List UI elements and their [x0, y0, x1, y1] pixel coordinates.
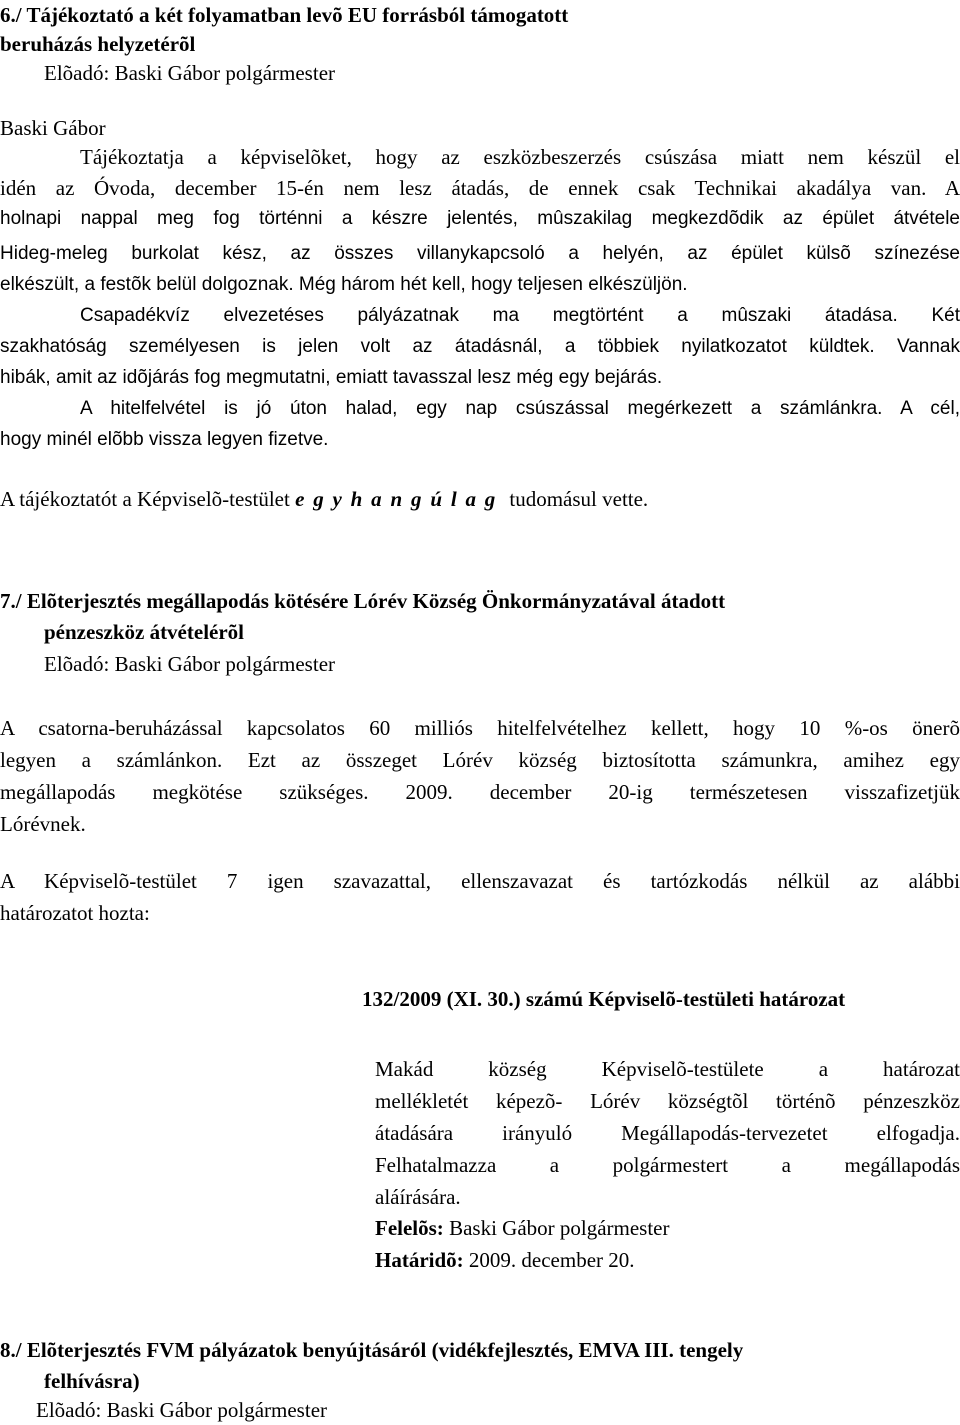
item7-body-line-1: A csatorna-beruházással kapcsolatos 60 milliós hitelfelvételhez kellett, hogy 10 %-os önerõ — [0, 716, 960, 740]
item6-body-line-5: elkészült, a festõk belül dolgoznak. Még három hét kell, hogy teljesen elkészüljön. — [0, 274, 688, 295]
item7-body-line-3: megállapodás megkötése szükséges. 2009. december 20-ig természetesen visszafizetjük — [0, 780, 960, 804]
deadline-label: Határidõ: — [375, 1248, 464, 1272]
item6-speaker: Baski Gábor — [0, 116, 106, 140]
item7-vote-line-2: határozatot hozta: — [0, 901, 150, 925]
item6-body-line-3: holnapi nappal meg fog történni a készre jelentés, mûszakilag megkezdõdik az épület átvétele — [0, 208, 960, 229]
item6-heading-line2: beruházás helyzetérõl — [0, 32, 196, 56]
item8-presenter: Elõadó: Baski Gábor polgármester — [36, 1398, 328, 1422]
item6-body-line-6: Csapadékvíz elvezetéses pályázatnak ma megtörtént a mûszaki átadása. Két — [80, 305, 960, 326]
item7-vote-line-1: A Képviselõ-testület 7 igen szavazattal, ellenszavazat és tartózkodás nélkül az alábbi — [0, 869, 960, 893]
deadline-value: 2009. december 20. — [468, 1248, 635, 1272]
responsible-value: Baski Gábor polgármester — [449, 1216, 670, 1240]
conclusion-emphasis: egyhangúlag — [295, 487, 505, 511]
resolution-line-2: mellékletét képezõ- Lórév községtõl történõ pénzeszköz — [375, 1089, 960, 1113]
item6-body-line-7: szakhatóság személyesen is jelen volt az átadásnál, a többiek nyilatkozatot küldtek. Vannak — [0, 336, 960, 357]
item6-body-line-1: Tájékoztatja a képviselõket, hogy az eszközbeszerzés csúszása miatt nem készül el — [80, 145, 960, 169]
item7-heading-line1: 7./ Elõterjesztés megállapodás kötésére Lórév Község Önkormányzatával átadott — [0, 589, 726, 613]
resolution-responsible — [375, 1213, 670, 1243]
item6-heading-line1: 6./ Tájékoztató a két folyamatban levõ EU forrásból támogatott — [0, 3, 569, 27]
item7-heading-line2: pénzeszköz átvételérõl — [44, 620, 245, 644]
resolution-line-1: Makád község Képviselõ-testülete a határozat — [375, 1057, 960, 1081]
resolution-line-5: aláírására. — [375, 1185, 461, 1209]
item6-presenter: Elõadó: Baski Gábor polgármester — [44, 61, 336, 85]
item7-presenter: Elõadó: Baski Gábor polgármester — [44, 652, 336, 676]
item7-body-line-2: legyen a számlánkon. Ezt az összeget Lórév község biztosította számunkra, amihez egy — [0, 748, 960, 772]
item6-body-line-4: Hideg-meleg burkolat kész, az összes villanykapcsoló a helyén, az épület külsõ színezése — [0, 243, 960, 264]
item6-conclusion — [0, 484, 648, 514]
item6-body-line-2: idén az Óvoda, december 15-én nem lesz átadás, de ennek csak Technikai akadálya van. A — [0, 176, 960, 200]
responsible-label: Felelõs: — [375, 1216, 444, 1240]
item6-body-line-10: hogy minél elõbb vissza legyen fizetve. — [0, 429, 329, 450]
item7-body-line-4: Lórévnek. — [0, 812, 86, 836]
conclusion-prefix: A tájékoztatót a Képviselõ-testület — [0, 487, 290, 511]
resolution-line-3: átadására irányuló Megállapodás-tervezetet elfogadja. — [375, 1121, 960, 1145]
item6-body-line-8: hibák, amit az idõjárás fog megmutatni, emiatt tavasszal lesz még egy bejárás. — [0, 367, 663, 388]
item8-heading-line1: 8./ Elõterjesztés FVM pályázatok benyújtásáról (vidékfejlesztés, EMVA III. tengely — [0, 1338, 744, 1362]
conclusion-suffix: tudomásul vette. — [509, 487, 649, 511]
resolution-line-4: Felhatalmazza a polgármestert a megállapodás — [375, 1153, 960, 1177]
item6-body-line-9: A hitelfelvétel is jó úton halad, egy nap csúszással megérkezett a számlánkra. A cél, — [80, 398, 960, 419]
resolution-deadline — [375, 1245, 635, 1275]
item8-heading-line2: felhívásra) — [44, 1369, 140, 1393]
resolution-title: 132/2009 (XI. 30.) számú Képviselõ-testületi határozat — [362, 987, 846, 1011]
